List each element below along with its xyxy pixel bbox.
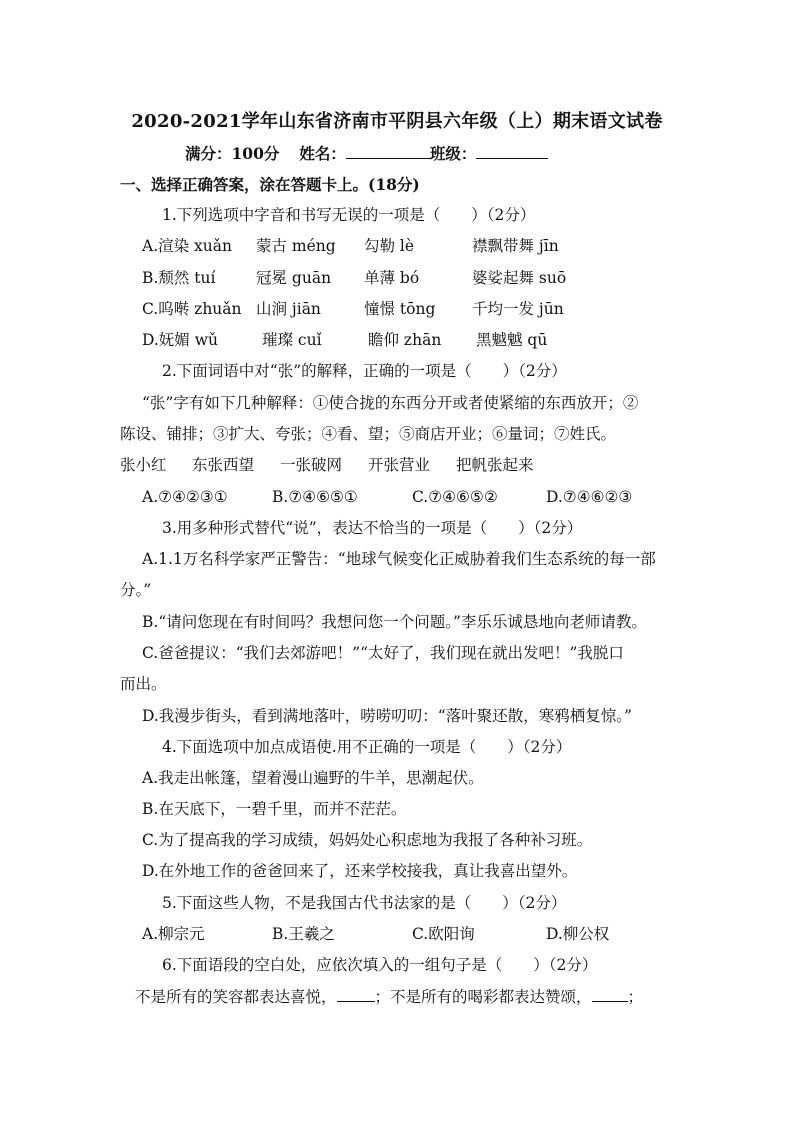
q1-b-item2: 冠冕 guān bbox=[256, 269, 332, 287]
q1-c-item1: C.呜啭 zhuǎn bbox=[142, 300, 242, 318]
q1-d-item3: 瞻仰 zhān bbox=[368, 331, 442, 349]
q1-b-item1: B.颓然 tuí bbox=[142, 269, 216, 287]
q4-option-a: A.我走出帐篷，望着漫山遍野的牛羊，思潮起伏。 bbox=[142, 769, 484, 787]
score-label: 满分：100分 bbox=[185, 144, 280, 163]
q5-option-c: C.欧阳询 bbox=[412, 925, 475, 943]
q6-blank1 bbox=[337, 1001, 375, 1002]
q6-text bbox=[135, 986, 643, 1008]
q3-option-a-line2: 分。” bbox=[120, 581, 152, 599]
score-name-class-line bbox=[185, 143, 548, 165]
q4-option-b: B.在天底下，一碧千里，而并不茫茫。 bbox=[142, 800, 407, 818]
name-blank bbox=[346, 158, 430, 159]
q3-option-b: B.“请问您现在有时间吗？我想问您一个问题。”李乐乐诚恳地向老师请教。 bbox=[142, 613, 647, 631]
q5-options bbox=[142, 923, 702, 945]
class-blank bbox=[476, 158, 548, 159]
q2-options bbox=[142, 486, 702, 508]
q5-option-b: B.王羲之 bbox=[272, 925, 335, 943]
q4-option-c: C.为了提高我的学习成绩，妈妈处心积虑地为我报了各种补习班。 bbox=[142, 831, 593, 849]
q1-a-item1: A.渲染 xuǎn bbox=[142, 237, 232, 255]
q3-option-d: D.我漫步街头，看到满地落叶，唠唠叨叨：“落叶聚还散，寒鸦栖复惊。” bbox=[142, 707, 632, 725]
q2-word2: 东张西望 bbox=[192, 456, 255, 474]
q1-a-item2: 蒙古 méng bbox=[256, 237, 336, 255]
q1-row-a bbox=[142, 235, 742, 257]
q1-a-item3: 勾勒 lè bbox=[364, 237, 415, 255]
class-label: 班级： bbox=[429, 144, 477, 163]
q1-d-item1: D.妩媚 wǔ bbox=[142, 331, 218, 349]
q6-stem: 6.下面语段的空白处，应依次填入的一组句子是（ ）（2分） bbox=[162, 956, 598, 974]
q1-row-c bbox=[142, 298, 742, 320]
q2-option-c: C.⑦④⑥⑤② bbox=[412, 488, 498, 506]
q6-blank2 bbox=[592, 1001, 628, 1002]
q6-text-part1: 不是所有的笑容都表达喜悦， bbox=[135, 988, 337, 1006]
q2-word5: 把帆张起来 bbox=[456, 456, 534, 474]
q1-c-item4: 千均一发 jūn bbox=[472, 300, 564, 318]
q2-words bbox=[120, 454, 620, 476]
q5-option-d: D.柳公权 bbox=[546, 925, 610, 943]
q2-word1: 张小红 bbox=[120, 456, 167, 474]
q4-option-d: D.在外地工作的爸爸回来了，还来学校接我，真让我喜出望外。 bbox=[142, 862, 578, 880]
q1-b-item3: 单薄 bó bbox=[364, 269, 420, 287]
q1-a-item4: 襟飘带舞 jīn bbox=[472, 237, 559, 255]
q2-intro-line2: 陈设、铺排；③扩大、夸张；④看、望；⑤商店开业；⑥量词；⑦姓氏。 bbox=[120, 425, 617, 443]
q3-option-c-line1: C.爸爸提议：“我们去郊游吧！”“太好了，我们现在就出发吧！”我脱口 bbox=[142, 644, 624, 662]
q1-row-b bbox=[142, 267, 742, 289]
q2-intro-line1: “张”字有如下几种解释：①使合拢的东西分开或者使紧缩的东西放开；② bbox=[142, 394, 639, 412]
section-heading: 一、选择正确答案，涂在答题卡上。(18分) bbox=[120, 175, 420, 194]
q2-option-d: D.⑦④⑥②③ bbox=[546, 488, 633, 506]
q1-row-d bbox=[142, 329, 742, 351]
q2-option-a: A.⑦④②③① bbox=[142, 488, 228, 506]
q2-stem: 2.下面词语中对“张”的解释，正确的一项是（ ）（2分） bbox=[162, 362, 567, 380]
q4-stem: 4.下面选项中加点成语使.用不正确的一项是（ ）（2分） bbox=[162, 738, 572, 756]
q3-option-c-line2: 而出。 bbox=[120, 675, 167, 693]
page-title: 2020-2021学年山东省济南市平阴县六年级（上）期末语文试卷 bbox=[131, 111, 663, 132]
q2-word4: 开张营业 bbox=[368, 456, 431, 474]
q5-stem: 5.下面这些人物，不是我国古代书法家的是（ ）（2分） bbox=[162, 894, 567, 912]
q5-option-a: A.柳宗元 bbox=[142, 925, 205, 943]
q2-word3: 一张破网 bbox=[280, 456, 343, 474]
name-label: 姓名： bbox=[299, 144, 346, 163]
q3-stem: 3.用多种形式替代“说”，表达不恰当的一项是（ ）（2分） bbox=[162, 519, 583, 537]
q6-text-part2: ；不是所有的喝彩都表达赞颂， bbox=[374, 988, 592, 1006]
q2-option-b: B.⑦④⑥⑤① bbox=[272, 488, 358, 506]
q1-stem: 1.下列选项中字音和书写无误的一项是（ ）（2分） bbox=[162, 206, 536, 224]
q1-c-item3: 憧憬 tōng bbox=[364, 300, 436, 318]
q1-b-item4: 婆娑起舞 suō bbox=[472, 269, 567, 287]
q1-c-item2: 山涧 jiān bbox=[256, 300, 321, 318]
q6-text-part3: ； bbox=[627, 988, 644, 1006]
q3-option-a-line1: A.1.1万名科学家严正警告：“地球气候变化正威胁着我们生态系统的每一部 bbox=[142, 550, 656, 568]
q1-d-item4: 黑魆魆 qū bbox=[476, 331, 548, 349]
q1-d-item2: 璀璨 cuǐ bbox=[262, 331, 322, 349]
